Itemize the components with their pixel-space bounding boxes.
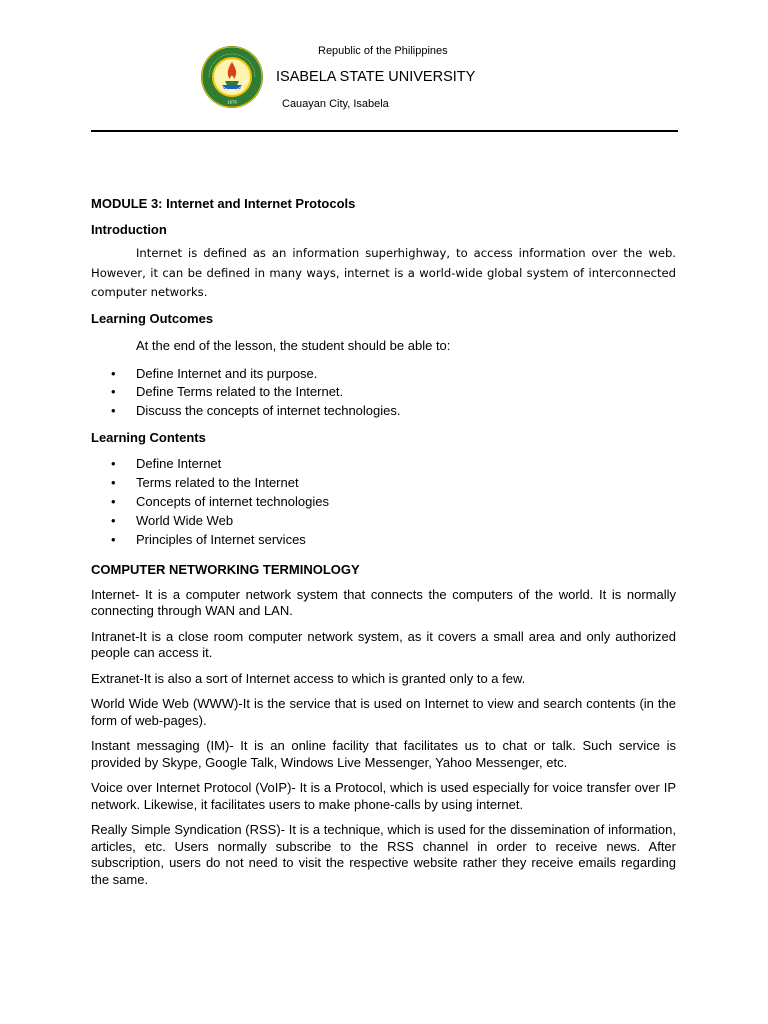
list-item (91, 513, 676, 530)
list-item-text: Terms related to the Internet (136, 474, 299, 490)
bullet-icon: • (111, 531, 116, 547)
list-item (91, 366, 676, 383)
bullet-icon: • (111, 474, 116, 490)
header-divider (91, 130, 678, 132)
module-title: MODULE 3: Internet and Internet Protocols (91, 196, 356, 211)
term-world-wide-web: World Wide Web (WWW)-It is the service that is used on Internet to view and search contents (in the form of web-pages). (91, 696, 676, 728)
list-item (91, 532, 676, 549)
module-content (91, 196, 676, 888)
bullet-icon: • (111, 384, 116, 399)
term-instant-messaging: Instant messaging (IM)- It is an online facility that facilitates us to chat or talk. Such service is provided by Skype, Google Talk, Windows Live Messenger, Yahoo Messenger, etc. (91, 738, 676, 770)
list-item (91, 384, 676, 401)
learning-contents-heading: Learning Contents (91, 430, 206, 445)
list-item (91, 403, 676, 420)
header-location: Cauayan City, Isabela (282, 98, 389, 110)
term-intranet: Intranet-It is a close room computer network system, as it covers a small area and only authorized people can access it. (91, 628, 676, 660)
terminology-heading: COMPUTER NETWORKING TERMINOLOGY (91, 562, 360, 577)
list-item (91, 494, 676, 511)
learning-outcomes-heading: Learning Outcomes (91, 310, 214, 326)
university-seal-logo (200, 45, 264, 109)
bullet-icon: • (111, 402, 116, 418)
term-rss: Really Simple Syndication (RSS)- It is a technique, which is used for the dissemination of information, articles, etc. Users normally subscribe to the RSS channel in order to receive news. After subscription, users do not need to visit the respective website rather they receive emails regarding the same. (91, 822, 676, 887)
bullet-icon: • (111, 455, 116, 471)
list-item (91, 456, 676, 473)
list-item-text: Principles of Internet services (136, 531, 306, 547)
introduction-text: Internet is defined as an information superhighway, to access information over the web. However, it can be defined in many ways, internet is a world-wide global system of interconnected computer networks. (91, 246, 676, 299)
list-item (91, 475, 676, 492)
term-internet: Internet- It is a computer network system that connects the computers of the world. It is normally connecting through WAN and LAN. (91, 586, 676, 618)
list-item-text: World Wide Web (136, 512, 234, 528)
bullet-icon: • (111, 493, 116, 509)
bullet-icon: • (111, 512, 116, 528)
list-item-text: Discuss the concepts of internet technologies. (136, 402, 401, 418)
learning-outcomes-lead: At the end of the lesson, the student should be able to: (136, 338, 451, 353)
learning-outcomes-list (91, 366, 676, 420)
list-item-text: Define Internet (136, 455, 222, 471)
list-item-text: Concepts of internet technologies (136, 493, 329, 509)
header-university-name: ISABELA STATE UNIVERSITY (276, 69, 476, 85)
term-extranet: Extranet-It is also a sort of Internet access to which is granted only to a few. (91, 670, 526, 686)
bullet-icon: • (111, 365, 116, 381)
list-item-text: Define Internet and its purpose. (136, 365, 318, 381)
svg-text:1978: 1978 (227, 99, 237, 105)
learning-contents-list (91, 456, 676, 549)
term-voip: Voice over Internet Protocol (VoIP)- It is a Protocol, which is used especially for voice transfer over IP network. Likewise, it facilitates users to make phone-calls by using internet. (91, 780, 676, 812)
list-item-text: Define Terms related to the Internet. (136, 384, 344, 399)
introduction-heading: Introduction (91, 221, 167, 237)
header-republic: Republic of the Philippines (318, 45, 448, 57)
